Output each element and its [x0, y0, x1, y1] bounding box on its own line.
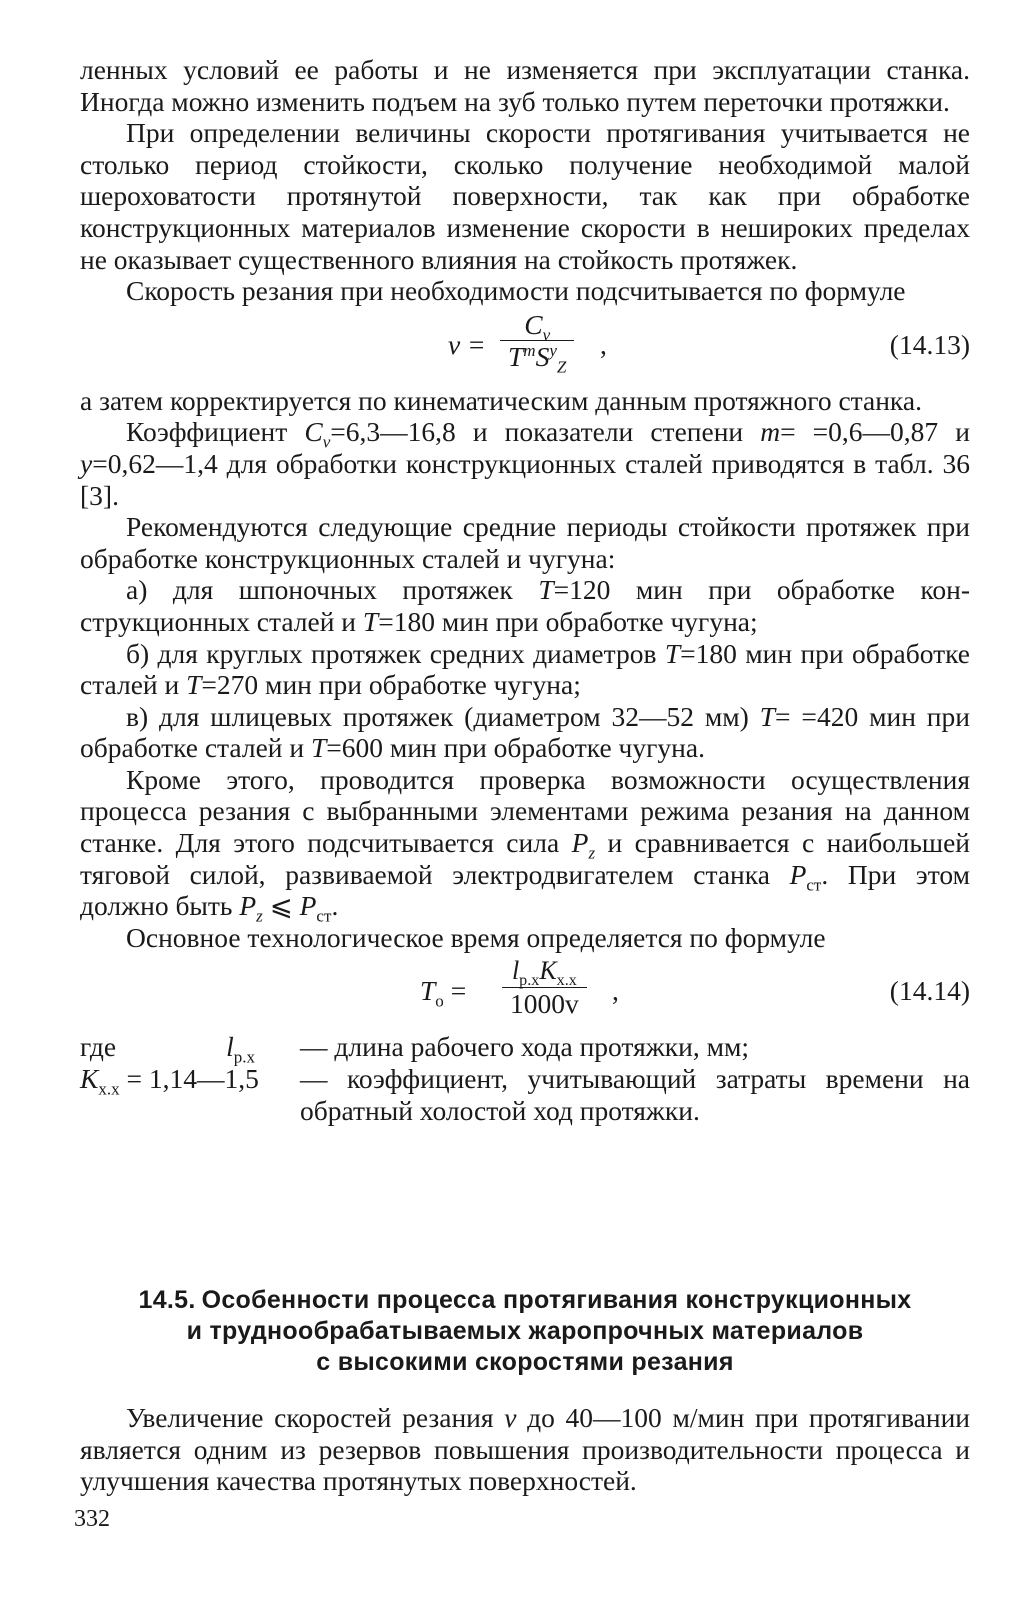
list-item-a: а) для шпоночных протяжек T=120 мин при обработке конструкционных сталей и T=180 мин при обработке чугуна; [80, 574, 971, 637]
formula-numerator: $l_{р.х}K_{х.х}$ [511, 956, 577, 990]
formula-lhs: $T_o$ = [420, 975, 467, 1011]
list-item-b: б) для круглых протяжек средних диаметров T=180 мин при обработке сталей и T=270 мин при обработке чугуна; [80, 637, 970, 701]
formula-numerator: $C_v$ [524, 308, 551, 345]
formula-number: (14.13) [889, 328, 970, 360]
heading-line-2: и труднообрабатываемых жаропрочных материалов [186, 1317, 864, 1345]
formula-14-14 [80, 955, 970, 1027]
formula-14-13 [80, 309, 970, 381]
formula-fraction [502, 955, 587, 1019]
section-heading [80, 1285, 970, 1378]
formula-comma: , [612, 975, 619, 1007]
formula-denominator: $T^mS^y_Z$ [508, 341, 567, 377]
formula-comma: , [600, 328, 607, 360]
main-text [80, 54, 970, 1126]
definition-row [80, 1031, 970, 1067]
formula-fraction [500, 308, 574, 377]
paragraph-speed-increase: Увеличение скоростей резания v до 40—100 м/мин при протягивании является одним из резервов повышения производительности процесса и улучшения качества протянутых поверхностей. [80, 1402, 970, 1497]
paragraph-coefficient: Коэффициент $C_v=6,3—16,8$ и показатели степени m= =0,6—0,87 и y=0,62—1,4 для обработки конструкционных сталей приводятся в табл. 36 [3]. [80, 416, 970, 511]
list-item-c: в) для шлицевых протяжек (диаметром 32—52 мм) T= =420 мин при обработке сталей и T=600 мин при обработке чугуна. [80, 700, 970, 764]
paragraph-time-intro: Основное технологическое время определяется по формуле [126, 921, 826, 953]
section-text [80, 1402, 970, 1497]
paragraph-correction: а затем корректируется по кинематическим данным протяжного станка. [80, 384, 922, 416]
definition-row [80, 1063, 970, 1126]
page-number: 332 [74, 1506, 110, 1532]
formula-number: (14.14) [889, 975, 970, 1007]
paragraph-force-check: Кроме этого, проводится проверка возможности осуществления процесса резания с выбранными элементами режима резания на данном станке. Для этого подсчитывается сила $P_z$ и сравнивается с наибольшей тяговой силой, развиваемой электродвигателем станка $P_{ст}$. При этом должно быть $P_z$ ⩽ $P_{ст}$. [80, 763, 970, 926]
formula-lhs: v = [448, 328, 486, 360]
paragraph-periods: Рекомендуются следующие средние периоды стойкости протяжек при обработке конструкционных сталей и чугуна: [80, 511, 970, 574]
definition-text: — коэффициент, учитывающий затраты времени на обратный холостой ход протяжки. [300, 1063, 970, 1126]
definition-symbol: $K_{х.х}$ = 1,14—1,5 [80, 1063, 259, 1099]
paragraph-cutting-speed: При определении величины скорости протягивания учитывается не столько период стойкости, сколько получение необходимой малой шероховатости протянутой поверхности, так как при обработке конструкционных материалов изменение скорости в нешироких пределах не оказывает существенного влияния на стойкость протяжек. [80, 117, 970, 275]
heading-line-3: с высокими скоростями резания [316, 1348, 734, 1376]
definition-symbol: где $l_{р.х}$ [80, 1031, 256, 1067]
heading-line-1: Особенности процесса протягивания конструкционных [201, 1286, 912, 1314]
formula-denominator: 1000v [510, 988, 579, 1020]
paragraph-formula-intro: Скорость резания при необходимости подсчитывается по формуле [126, 275, 906, 307]
section-number: 14.5. [138, 1286, 196, 1314]
paragraph-continuation: ленных условий ее работы и не изменяется при эксплуатации станка. Иногда можно изменить подъем на зуб только путем переточки протяжки. [80, 54, 970, 117]
definition-text: — длина рабочего хода протяжки, мм; [300, 1031, 750, 1063]
symbol-definitions [80, 1031, 970, 1126]
